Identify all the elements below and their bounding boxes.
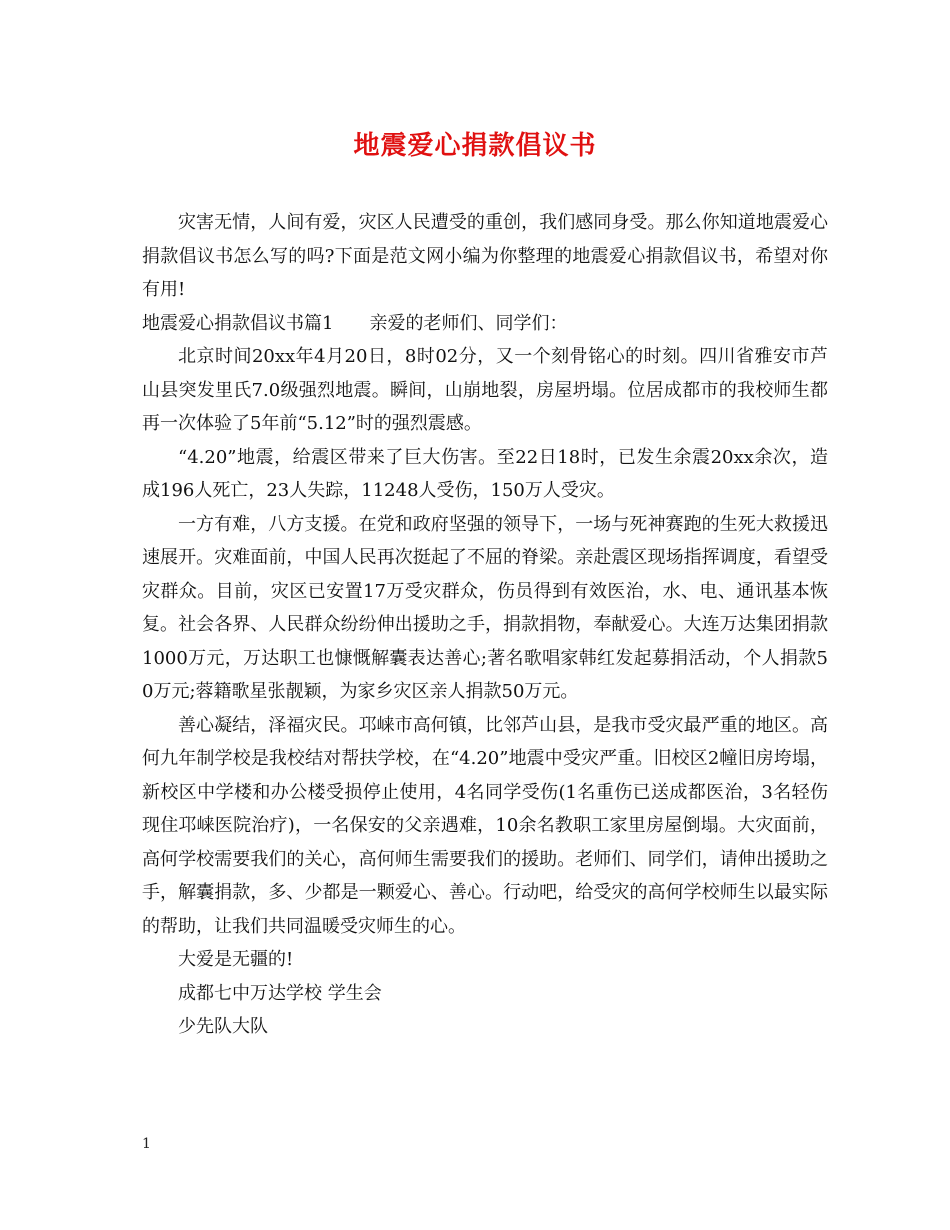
- body-paragraph: 北京时间20xx年4月20日，8时02分，又一个刻骨铭心的时刻。四川省雅安市芦山县突发里氏7.0级强烈地震。瞬间，山崩地裂，房屋坍塌。位居成都市的我校师生都再一次体验了5年前“5.12”时的强烈震感。: [142, 346, 828, 434]
- intro-paragraph: 灾害无情，人间有爱，灾区人民遭受的重创，我们感同身受。那么你知道地震爱心捐款倡议书怎么写的吗?下面是范文网小编为你整理的地震爱心捐款倡议书，希望对你有用!: [142, 212, 828, 300]
- signature-team: 少先队大队: [178, 1016, 268, 1037]
- body-paragraph: “4.20”地震，给震区带来了巨大伤害。至22日18时，已发生余震20xx余次，造成196人死亡，23人失踪，11248人受伤，150万人受灾。: [142, 446, 828, 501]
- closing-line: 大爱是无疆的!: [178, 949, 294, 970]
- body-paragraph: 一方有难，八方支援。在党和政府坚强的领导下，一场与死神赛跑的生死大救援迅速展开。灾难面前，中国人民再次挺起了不屈的脊梁。亲赴震区现场指挥调度，看望受灾群众。目前，灾区已安置17万受灾群众，伤员得到有效医治，水、电、通讯基本恢复。社会各界、人民群众纷纷伸出援助之手，捐款捐物，奉献爱心。大连万达集团捐款1000万元，万达职工也慷慨解囊表达善心;著名歌唱家韩红发起募捐活动，个人捐款50万元;蓉籍歌星张靓颖，为家乡灾区亲人捐款50万元。: [142, 513, 828, 702]
- page-number: 1: [142, 1136, 151, 1152]
- section-heading-line: [142, 307, 828, 341]
- document-body: [142, 206, 828, 1044]
- signature-organization: 成都七中万达学校 学生会: [178, 982, 382, 1004]
- section-heading: 地震爱心捐款倡议书篇1: [142, 312, 334, 334]
- body-paragraph: 善心凝结，泽福灾民。邛崃市高何镇，比邻芦山县，是我市受灾最严重的地区。高何九年制学校是我校结对帮扶学校，在“4.20”地震中受灾严重。旧校区2幢旧房垮塌，新校区中学楼和办公楼受损停止使用，4名同学受伤(1名重伤已送成都医治，3名轻伤现住邛崃医院治疗)，一名保安的父亲遇难，10余名教职工家里房屋倒塌。大灾面前，高何学校需要我们的关心，高何师生需要我们的援助。老师们、同学们，请伸出援助之手，解囊捐款，多、少都是一颗爱心、善心。行动吧，给受灾的高何学校师生以最实际的帮助，让我们共同温暖受灾师生的心。: [142, 714, 828, 937]
- salutation: 亲爱的老师们、同学们：: [369, 312, 568, 334]
- document-title: 地震爱心捐款倡议书: [353, 131, 597, 161]
